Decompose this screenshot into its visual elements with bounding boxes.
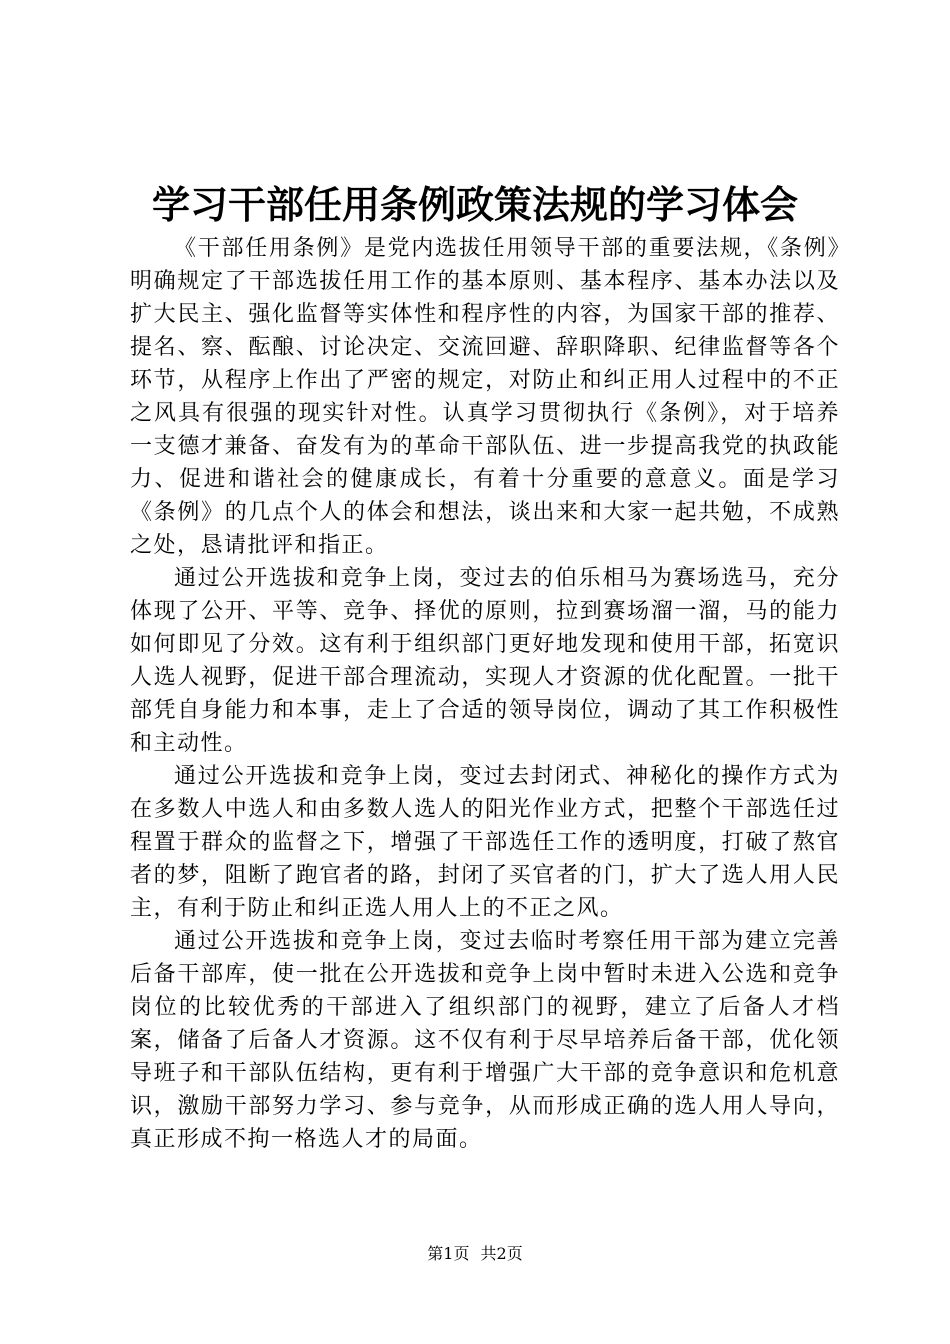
document-body	[130, 232, 840, 1156]
paragraph-2: 通过公开选拔和竞争上岗，变过去的伯乐相马为赛场选马，充分体现了公开、平等、竞争、择优的原则，拉到赛场溜一溜，马的能力如何即见了分效。这有利于组织部门更好地发现和使用干部，拓宽识人选人视野，促进干部合理流动，实现人才资源的优化配置。一批干部凭自身能力和本事，走上了合适的领导岗位，调动了其工作积极性和主动性。	[130, 566, 840, 756]
page-number: 第1页	[427, 1244, 470, 1263]
document-title: 学习干部任用条例政策法规的学习体会	[151, 182, 798, 227]
page-footer	[0, 1242, 950, 1266]
paragraph-1: 《干部任用条例》是党内选拔任用领导干部的重要法规，《条例》明确规定了干部选拔任用工作的基本原则、基本程序、基本办法以及扩大民主、强化监督等实体性和程序性的内容，为国家干部的推荐、提名、察、酝酿、讨论决定、交流回避、辞职降职、纪律监督等各个环节，从程序上作出了严密的规定，对防止和纠正用人过程中的不正之风具有很强的现实针对性。认真学习贯彻执行《条例》，对于培养一支德才兼备、奋发有为的革命干部队伍、进一步提高我党的执政能力、促进和谐社会的健康成长，有着十分重要的意意义。面是学习《条例》的几点个人的体会和想法，谈出来和大家一起共勉，不成熟之处，恳请批评和指正。	[130, 236, 840, 558]
page-total: 共2页	[480, 1244, 523, 1263]
paragraph-4: 通过公开选拔和竞争上岗，变过去临时考察任用干部为建立完善后备干部库，使一批在公开选拔和竞争上岗中暂时未进入公选和竞争岗位的比较优秀的干部进入了组织部门的视野，建立了后备人才档案，储备了后备人才资源。这不仅有利于尽早培养后备干部，优化领导班子和干部队伍结构，更有利于增强广大干部的竞争意识和危机意识，激励干部努力学习、参与竞争，从而形成正确的选人用人导向，真正形成不拘一格选人才的局面。	[130, 929, 840, 1152]
paragraph-3: 通过公开选拔和竞争上岗，变过去封闭式、神秘化的操作方式为在多数人中选人和由多数人选人的阳光作业方式，把整个干部选任过程置于群众的监督之下，增强了干部选任工作的透明度，打破了熬官者的梦，阻断了跑官者的路，封闭了买官者的门，扩大了选人用人民主，有利于防止和纠正选人用人上的不正之风。	[130, 764, 840, 921]
